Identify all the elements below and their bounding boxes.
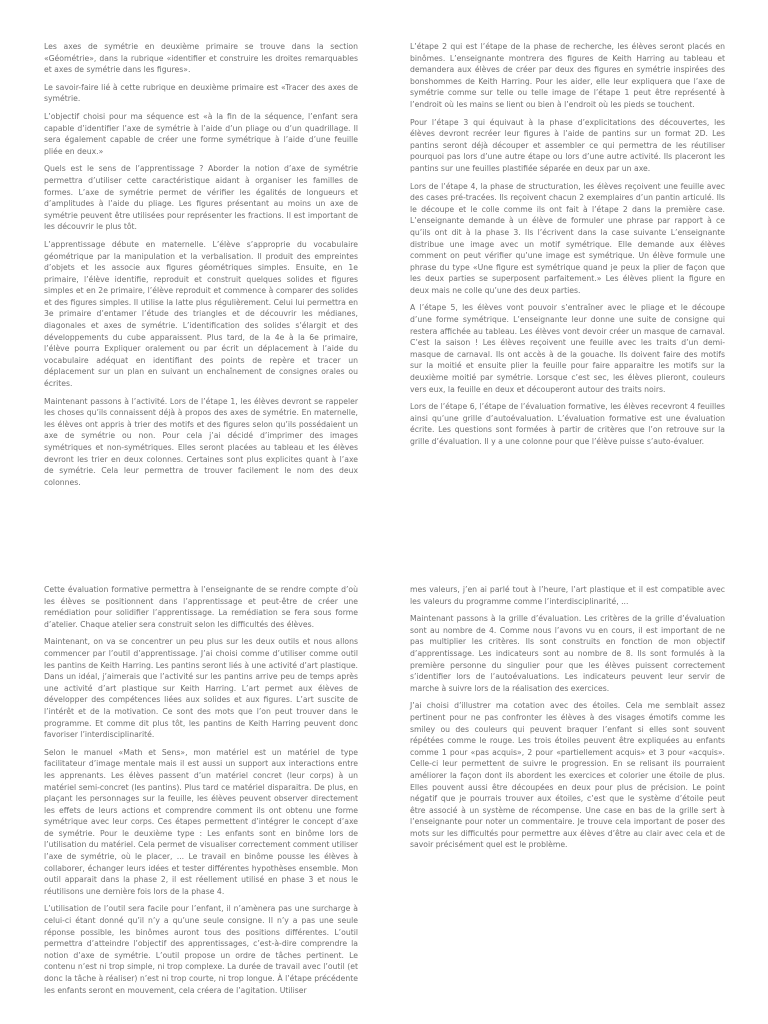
page-1-left-paragraph-4: Quels est le sens de l’apprentissage ? Aborder la notion d’axe de symétrie permettra d’utiliser cette caractéristique aidant à organiser les familles de formes. L’axe de symétrie permet de vérifier les égalités de longueurs et d’amplitudes à l’aide du pliage. Les figures présentant au moins un axe de symétrie peuvent être utilisées pour représenter les fractions. Il est important de les découvrir le plus tôt. [44,164,358,232]
page-1-left-paragraph-6: Maintenant passons à l’activité. Lors de l’étape 1, les élèves devront se rappeler les choses qu’ils connaissent déjà à propos des axes de symétrie. En maternelle, les élèves ont appris à trier des motifs et des figures selon qu’ils possédaient un axe de symétrie ou non. Pour cela j’ai décidé d’imprimer des images symétriques et non-symétriques. Elles seront placées au tableau et les élèves devront les trier en deux colonnes. Certaines sont plus explicites quant à l’axe de symétrie. Cela leur permettra de trouver facilement le nom des deux colonnes. [44,396,358,487]
page-2-right-paragraph-3: J’ai choisi d’illustrer ma cotation avec des étoiles. Cela me semblait assez pertinent pour ne pas confronter les élèves à des visages émotifs comme les smiley ou des couleurs qui peuvent braquer l’enfant si elles sont souvent répétées comme le rouge. Les trois étoiles peuvent être expliquées au enfants comme 1 pour «pas acquis», 2 pour «partiellement acquis» et 3 pour «acquis». Celle-ci leur permettent de suivre le progression. En se relisant ils pourraient améliorer la façon dont ils abordent les exercices et colorier une étoile de plus. Elles pouvent aussi être découpées en deux pour plus de précision. Le point négatif que je pourrais trouver aux étoiles, c’est que le système d’étoile peut être associé à un système de récompense. Une case en bas de la grille sert à l’enseignante pour noter un commentaire. Je trouve cela important de poser des mots sur les difficultés pour permettre aux élèves d’être au clair avec cela et de savoir précisément quel est le problème. [410,701,725,850]
page-1-left-paragraph-1: Les axes de symétrie en deuxième primaire se trouve dans la section «Géométrie», dans la rubrique «identifier et construire les droites remarquables et axes de symétrie dans les figures». [44,42,358,75]
page-2-left-column [44,584,358,1002]
page-1-right-column [410,41,725,454]
page-1-right-paragraph-1: L’étape 2 qui est l’étape de la phase de recherche, les élèves seront placés en binômes. L’enseignante montrera des figures de Keith Harring au tableau et demandera aux élèves de créer par deux des figures en symétrie inspirées des bonshommes de Keith Harring. Pour les aider, elle leur expliquera que l’axe de symétrie comme sur telle ou telle image de l’étape 1 peut être représenté à l’endroit où les mains se lient ou bien à l’endroit où les pieds se touchent. [410,42,725,109]
page-1-right-paragraph-5: Lors de l’étape 6, l’étape de l’évaluation formative, les élèves recevront 4 feuilles ainsi qu’une grille d’autoévaluation. L’évaluation formative est une évaluation écrite. Les questions sont formées à partir de critères que l’on retrouve sur la grille d’évaluation. Il y a une colonne pour que l’élève puisse s’auto-évaluer. [410,402,725,446]
document-page-2 [0,512,768,1024]
page-1-right-paragraph-2: Pour l’étape 3 qui équivaut à la phase d’explicitations des découvertes, les élèves devront recréer leur figures à l’aide de pantins sur un format 2D. Les pantins seront déjà découper et assembler ce qui permettra de les réutiliser pourquoi pas lors d’une autre étape ou lors d’une autre activité. Ils placeront les pantins sur une feuilles plastifiée séparée en deux par un axe. [410,117,725,173]
page-2-right-column [410,584,725,857]
page-2-left-paragraph-2: Maintenant, on va se concentrer un peu plus sur les deux outils et nous allons commencer par l’outil d’apprentissage. J’ai choisi comme d’utiliser comme outil les pantins de Keith Harring. Les pantins seront liés à une activité d’art plastique. Dans un idéal, j’aimerais que l’activité sur les pantins arrive peu de temps après une activité d’art plastique sur Keith Harring. L’art permet aux élèves de développer des compétences liées aux solides et aux figures. L’art suscite de l’intérêt et de la motivation. Ce sont des mots que l’on peut trouver dans le programme. Et comme dit plus tôt, les pantins de Keith Harring peuvent donc favoriser l’interdisciplinarité. [44,637,358,740]
page-2-right-paragraph-1: mes valeurs, j’en ai parlé tout à l’heure, l’art plastique et il est compatible avec les valeurs du programme comme l’interdisciplinarité, ... [410,585,725,606]
page-1-left-column [44,41,358,494]
page-1-left-paragraph-3: L’objectif choisi pour ma séquence est «à la fin de la séquence, l’enfant sera capable d’identifier l’axe de symétrie à l’aide d’un pliage ou d’un quadrillage. Il sera également capable de créer une forme symétrique à l’aide d’une feuille pliée en deux.» [44,111,358,156]
page-2-right-paragraph-2: Maintenant passons à la grille d’évaluation. Les critères de la grille d’évaluation sont au nombre de 4. Comme nous l’avons vu en cours, il est important de ne pas multiplier les critères. Ils sont construits en fonction de mon objectif d’apprentissage. Les indicateurs sont au nombre de 8. Ils sont formulés à la première personne du singulier pour que les élèves puissent correctement s’identifier lors de l’autoévaluations. Les indicateurs peuvent leur servir de marche à suivre lors de la réalisation des exercices. [410,614,725,693]
page-1-right-paragraph-4: A l’étape 5, les élèves vont pouvoir s’entraîner avec le pliage et le découpe d’une forme symétrique. L’enseignante leur donne une suite de consigne qui restera affichée au tableau. Les élèves vont devoir créer un masque de carnaval. C’est la saison ! Les élèves reçoivent une feuille avec les traits d’un demi-masque de carnaval. Ils ont accès à de la gouache. Ils doivent faire des motifs sur la moitié et ensuite plier la feuille pour faire apparaitre les motifs sur la deuxième moitié par symétrie. Lorsque c’est sec, les élèves plieront, couleurs vers eux, la feuille en deux et découperont autour des traits noirs. [410,303,725,394]
page-1-right-paragraph-3: Lors de l’étape 4, la phase de structuration, les élèves reçoivent une feuille avec des cases pré-tracées. Ils reçoivent chacun 2 exemplaires d’un pantin articulé. Ils le découpe et le colle comme ils ont fait à l’étape 2 dans la première case. L’enseignante demande à un élève de formuler une phrase par rapport à ce qu’ils ont dit à la phase 3. Ils l’écrivent dans la case suivante L’enseignante distribue une image avec un motif symétrique. Elle demande aux élèves comment on peut vérifier qu’une image est symétrique. Un élève formule une phrase du type «Une figure est symétrique quand je peux la plier de façon que les deux parties se superposent parfaitement.» Les élèves plient la figure en deux mais ne colle qu’une des deux parties. [410,181,725,295]
page-2-left-paragraph-4: L’utilisation de l’outil sera facile pour l’enfant, il n’amènera pas une surcharge à celui-ci étant donné qu’il n’y a qu’une seule consigne. Il n’y a pas une seule réponse possible, les binômes auront tous des positions différentes. L’outil permettra d’atteindre l’objectif des apprentissages, c’est-à-dire comprendre la notion d’axe de symétrie. L’outil propose un ordre de tâches pertinent. Le contenu n’est ni trop simple, ni trop complexe. La durée de travail avec l’outil (et donc la tâche à réaliser) n’est ni trop courte, ni trop longue. À l’étape précédente les enfants seront en mouvement, cela créera de l’agitation. Utiliser [44,904,358,995]
page-2-left-paragraph-1: Cette évaluation formative permettra à l’enseignante de se rendre compte d’où les élèves se positionnent dans l’apprentissage et peut-être de créer une remédiation pour solidifier l’apprentissage. La remédiation se fera sous forme d’atelier. Chaque atelier sera construit selon les difficultés des élèves. [44,585,358,629]
page-1-left-paragraph-5: L’apprentissage débute en maternelle. L’élève s’approprie du vocabulaire géométrique par la manipulation et la verbalisation. Il produit des empreintes d’objets et les associe aux figures géométriques simples. Ensuite, en 1e primaire, l’élève identifie, reproduit et construit quelques solides et figures simples et en 2e primaire, l’élève reproduit et commence à comparer des solides et des figures simples. Il utilise la latte plus régulièrement. Celui lui permettra en 3e primaire d’entamer l’étude des triangles et de découvrir les médianes, diagonales et axes de symétrie. L’identification des solides s’élargit et des développements du cube apparaissent. Plus tard, de la 4e à la 6e primaire, l’élève pourra Expliquer oralement ou par écrit un déplacement à l’aide du vocabulaire adéquat en identifiant des points de repère et tracer un déplacement sur un plan en suivant un enchaînement de consignes orales ou écrites. [44,239,358,389]
page-1-left-paragraph-2: Le savoir-faire lié à cette rubrique en deuxième primaire est «Tracer des axes de symétrie. [44,82,358,104]
page-2-left-paragraph-3: Selon le manuel «Math et Sens», mon matériel est un matériel de type facilitateur d’image mentale mais il est aussi un support aux interactions entre les apprenants. Les élèves passent d’un matériel concret (leur corps) à un matériel semi-concret (les pantins). Plus tard ce matériel disparaitra. De plus, en plaçant les personnages sur la feuille, les élèves peuvent observer directement les effets de leurs actions et comprendre comment ils ont obtenu une forme symétrique avec leur corps. Ces étapes permettent d’intégrer le concept d’axe de symétrie. Pour le deuxième type : Les enfants sont en binôme lors de l’utilisation du matériel. Cela permet de visualiser correctement comment utiliser l’axe de symétrie, où le placer, ... Le travail en binôme pousse les élèves à collaborer, échanger leurs idées et tester différentes hypothèses ensemble. Mon outil apparait dans la phase 2, il est réellement utilisé en phase 3 et nous le réutilisons une dernière fois lors de la phase 4. [44,747,358,896]
